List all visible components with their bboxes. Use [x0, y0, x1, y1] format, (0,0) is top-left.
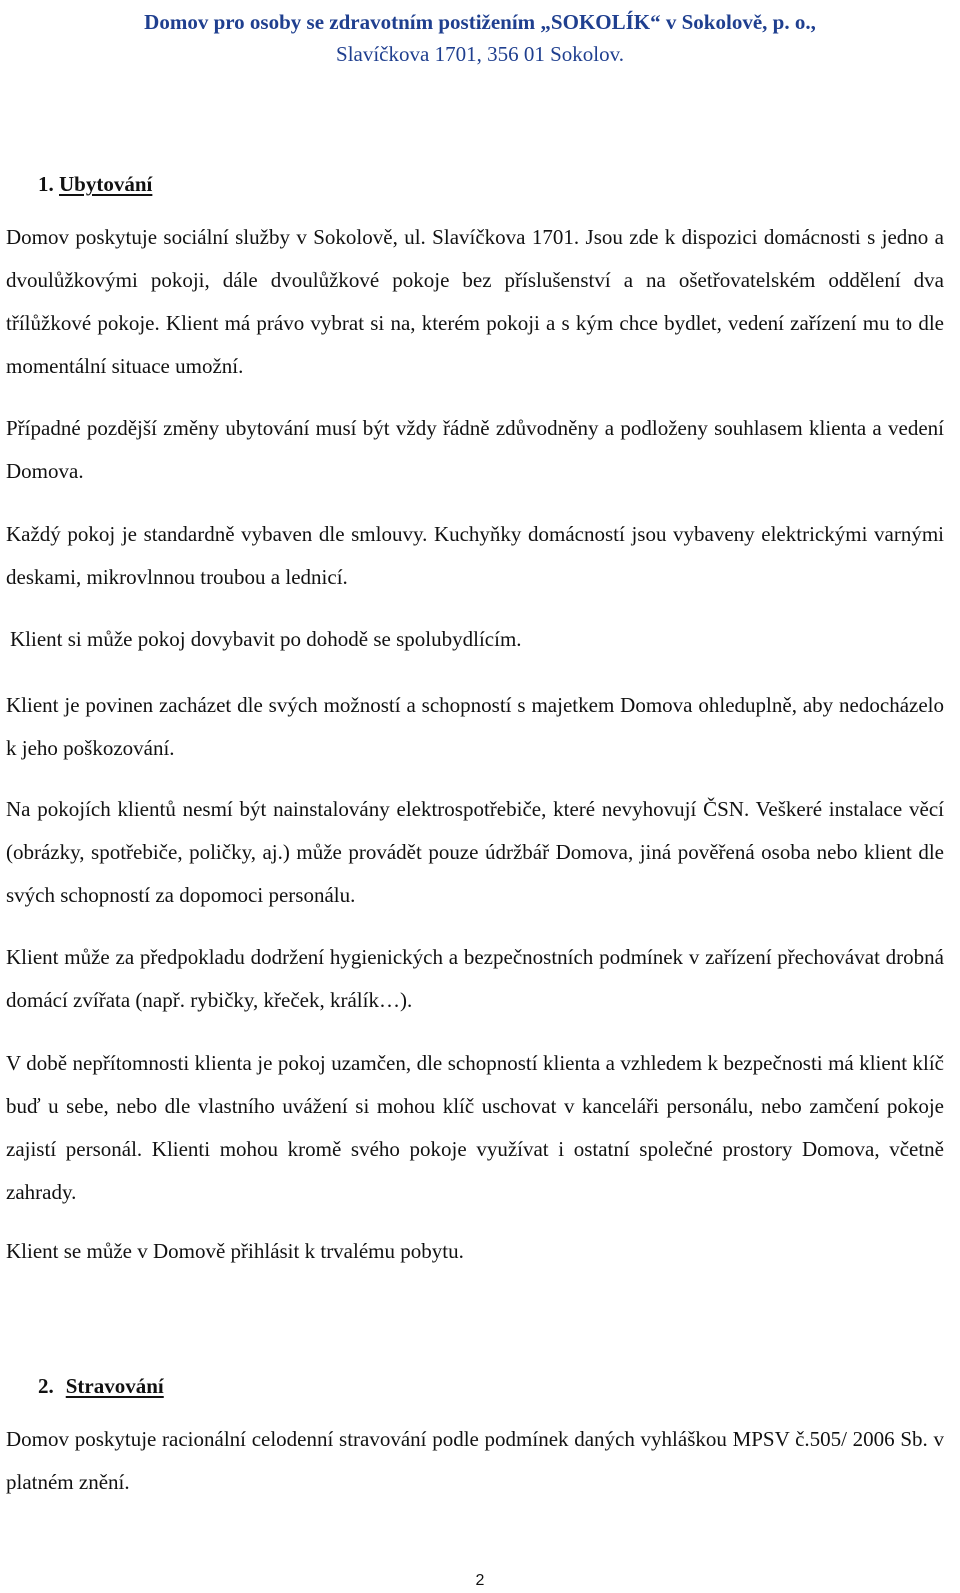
paragraph-pets: Klient může za předpokladu dodržení hygienických a bezpečnostních podmínek v zařízení přechovávat drobná domácí zvířata (např. rybičky, křeček, králík…).	[6, 945, 944, 1012]
paragraph-room-equipment: Každý pokoj je standardně vybaven dle smlouvy. Kuchyňky domácností jsou vybaveny elektrickými varnými deskami, mikrovlnnou troubou a lednicí.	[6, 522, 944, 589]
section-heading-stravovani	[38, 1373, 164, 1399]
section-heading-ubytovani	[38, 171, 152, 197]
paragraph-property-care: Klient je povinen zacházet dle svých možností a schopností s majetkem Domova ohleduplně, aby nedocházelo k jeho poškozování.	[6, 693, 944, 760]
paragraph-catering: Domov poskytuje racionální celodenní stravování podle podmínek daných vyhláškou MPSV č.505/ 2006 Sb. v platném znění.	[6, 1427, 944, 1494]
section-number: 1.	[38, 172, 54, 196]
paragraph-room-locking: V době nepřítomnosti klienta je pokoj uzamčen, dle schopností klienta a vzhledem k bezpečnosti má klient klíč buď u sebe, nebo dle vlastního uvážení si mohou klíč uschovat v kanceláři personálu, nebo zamčení pokoje zajistí personál. Klienti mohou kromě svého pokoje využívat i ostatní společné prostory Domova, včetně zahrady.	[6, 1051, 944, 1204]
page-number: 2	[475, 1572, 485, 1589]
paragraph-electrical-appliances: Na pokojích klientů nesmí být nainstalovány elektrospotřebiče, které nevyhovují ČSN. Veškeré instalace věcí (obrázky, spotřebiče, poličky, aj.) může provádět pouze údržbář Domova, jiná pověřená osoba nebo klient dle svých schopností za dopomoci personálu.	[6, 797, 944, 907]
page-header	[0, 6, 960, 70]
section-number: 2.	[38, 1374, 54, 1398]
header-address: Slavíčkova 1701, 356 01 Sokolov.	[336, 42, 624, 66]
paragraph-accommodation-changes: Případné pozdější změny ubytování musí být vždy řádně zdůvodněny a podloženy souhlasem klienta a vedení Domova.	[6, 416, 944, 483]
paragraph-permanent-residence: Klient se může v Domově přihlásit k trvalému pobytu.	[6, 1239, 464, 1263]
section-title: Stravování	[65, 1374, 164, 1398]
paragraph-room-additional-equipment: Klient si může pokoj dovybavit po dohodě se spolubydlícím.	[10, 627, 522, 651]
header-organization-name: Domov pro osoby se zdravotním postižením „SOKOLÍK“ v Sokolově, p. o.,	[144, 10, 816, 34]
paragraph-accommodation-overview: Domov poskytuje sociální služby v Sokolově, ul. Slavíčkova 1701. Jsou zde k dispozici domácnosti s jedno a dvoulůžkovými pokoji, dále dvoulůžkové pokoje bez příslušenství a na ošetřovatelském oddělení dva třílůžkové pokoje. Klient má právo vybrat si na, kterém pokoji a s kým chce bydlet, vedení zařízení mu to dle momentální situace umožní.	[6, 225, 944, 378]
section-title: Ubytování	[59, 172, 153, 196]
